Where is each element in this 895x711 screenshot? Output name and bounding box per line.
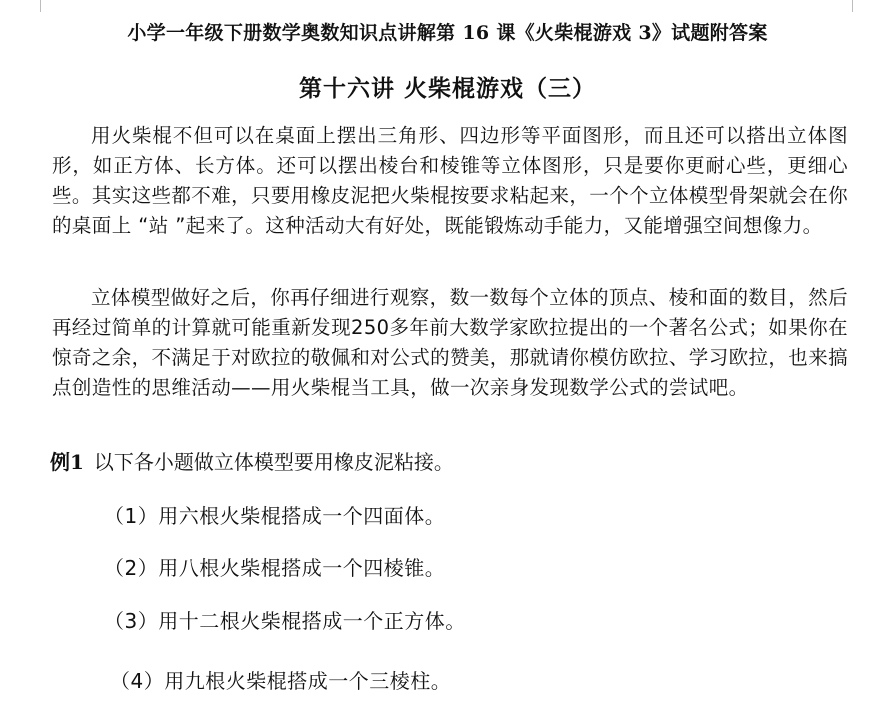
example-item: （4）用九根火柴棍搭成一个三棱柱。 bbox=[110, 669, 452, 693]
example-item: （2）用八根火柴棍搭成一个四棱锥。 bbox=[104, 556, 446, 580]
second-paragraph: 立体模型做好之后，你再仔细进行观察，数一数每个立体的顶点、棱和面的数目，然后再经过简单的计算就可能重新发现250多年前大数学家欧拉提出的一个著名公式；如果你在惊奇之余，不满足于对欧拉的敬佩和对公式的赞美，那就请你模仿欧拉、学习欧拉，也来搞点创造性的思维活动——用火柴棍当工具，做一次亲身发现数学公式的尝试吧。 bbox=[52, 286, 849, 399]
document-title: 小学一年级下册数学奥数知识点讲解第 16 课《火柴棍游戏 3》试题附答案 bbox=[127, 22, 768, 44]
example-item: （3）用十二根火柴棍搭成一个正方体。 bbox=[104, 609, 466, 633]
example-heading bbox=[50, 446, 454, 475]
example-item: （1）用六根火柴棍搭成一个四面体。 bbox=[104, 504, 446, 528]
page-corner-mark-left bbox=[40, 0, 41, 12]
example-tag: 例1 bbox=[50, 450, 84, 474]
page-corner-mark-right bbox=[852, 0, 853, 12]
intro-paragraph: 用火柴棍不但可以在桌面上摆出三角形、四边形等平面图形，而且还可以搭出立体图形，如正方体、长方体。还可以摆出棱台和棱锥等立体图形，只是要你更耐心些，更细心些。其实这些都不难，只要用橡皮泥把火柴棍按要求粘起来，一个个立体模型骨架就会在你的桌面上 “站 ”起来了。这种活动大有好处，既能锻炼动手能力，又能增强空间想像力。 bbox=[52, 124, 849, 237]
example-prompt: 以下各小题做立体模型要用橡皮泥粘接。 bbox=[93, 450, 454, 474]
lesson-title: 第十六讲 火柴棍游戏（三） bbox=[298, 75, 596, 102]
